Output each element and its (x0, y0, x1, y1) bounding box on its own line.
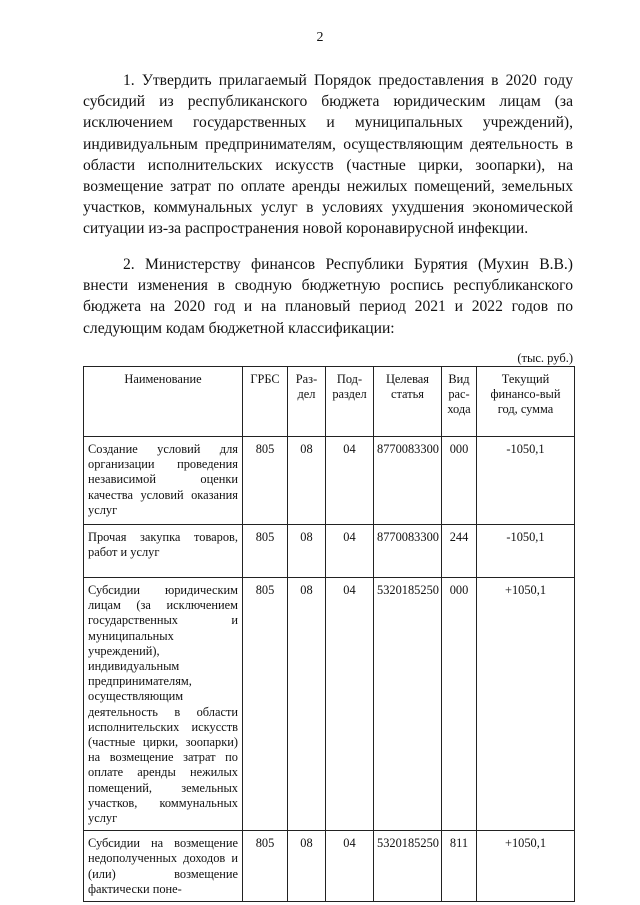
header-target: Целевая статья (374, 367, 442, 437)
paragraph-2: 2. Министерству финансов Республики Бурятия (Мухин В.В.) внести изменения в сводную бюджетную роспись республиканского бюджета на 2020 год и на плановый период 2021 и 2022 годов по следующим кодам бюджетной классификации: (83, 256, 573, 337)
header-grbs: ГРБС (243, 367, 288, 437)
cell-section: 08 (288, 578, 326, 831)
cell-grbs: 805 (243, 578, 288, 831)
header-name: Наименование (84, 367, 243, 437)
cell-subsection: 04 (326, 437, 374, 525)
budget-table (83, 366, 575, 902)
table-units: (тыс. руб.) (517, 351, 573, 365)
cell-name: Создание условий для организации проведения независимой оценки качества условий оказания услуг (84, 437, 243, 525)
header-type: Вид рас-хода (442, 367, 477, 437)
cell-name: Прочая закупка товаров, работ и услуг (84, 525, 243, 578)
header-subsection: Под-раздел (326, 367, 374, 437)
cell-sum: +1050,1 (477, 831, 575, 902)
cell-section: 08 (288, 831, 326, 902)
header-sum: Текущий финансо-вый год, сумма (477, 367, 575, 437)
cell-grbs: 805 (243, 437, 288, 525)
cell-target: 8770083300 (374, 437, 442, 525)
header-section: Раз-дел (288, 367, 326, 437)
cell-type: 244 (442, 525, 477, 578)
cell-target: 8770083300 (374, 525, 442, 578)
cell-section: 08 (288, 525, 326, 578)
cell-subsection: 04 (326, 578, 374, 831)
cell-subsection: 04 (326, 831, 374, 902)
page-number: 2 (316, 30, 324, 45)
cell-target: 5320185250 (374, 578, 442, 831)
cell-sum: +1050,1 (477, 578, 575, 831)
cell-type: 000 (442, 437, 477, 525)
cell-sum: -1050,1 (477, 525, 575, 578)
table-row (84, 578, 575, 831)
table-row (84, 831, 575, 902)
cell-section: 08 (288, 437, 326, 525)
paragraph-1: 1. Утвердить прилагаемый Порядок предоставления в 2020 году субсидий из республиканского бюджета юридическим лицам (за исключением государственных и муниципальных учреждений), индивидуальным предпринимателям, осуществляющим деятельность в области исполнительских искусств (частные цирки, зоопарки), на возмещение затрат по оплате аренды нежилых помещений, земельных участков, коммунальных услуг в условиях ухудшения экономической ситуации из-за распространения новой коронавирусной инфекции. (83, 72, 573, 238)
table-row (84, 525, 575, 578)
cell-type: 811 (442, 831, 477, 902)
cell-grbs: 805 (243, 525, 288, 578)
cell-target: 5320185250 (374, 831, 442, 902)
cell-grbs: 805 (243, 831, 288, 902)
table-row (84, 437, 575, 525)
cell-type: 000 (442, 578, 477, 831)
cell-sum: -1050,1 (477, 437, 575, 525)
cell-subsection: 04 (326, 525, 374, 578)
cell-name: Субсидии юридическим лицам (за исключением государственных и муниципальных учреждений), индивидуальным предпринимателям, осуществляющим деятельность в области исполнительских искусств (частные цирки, зоопарки) на возмещение затрат по оплате аренды нежилых помещений, земельных участков, коммунальных услуг (84, 578, 243, 831)
cell-name: Субсидии на возмещение недополученных доходов и (или) возмещение фактически поне- (84, 831, 243, 902)
table-header-row (84, 367, 575, 437)
